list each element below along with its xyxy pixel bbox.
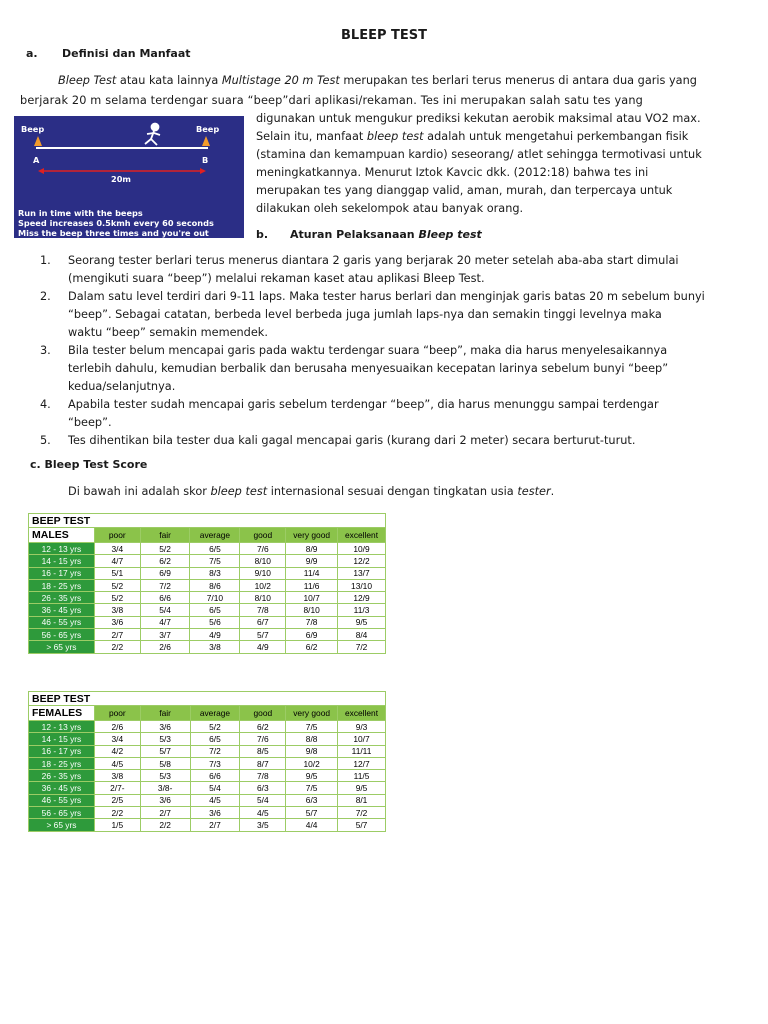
age-group-cell: 12 - 13 yrs (29, 721, 95, 733)
table-title: BEEP TEST (29, 514, 386, 528)
score-cell: 6/5 (190, 733, 240, 745)
score-cell: 8/10 (286, 604, 338, 616)
score-intro: Di bawah ini adalah skor bleep test internasional sesuai dengan tingkatan usia tester. (68, 485, 555, 498)
score-cell: 9/10 (240, 567, 286, 579)
score-cell: 9/5 (338, 616, 386, 628)
score-cell: 3/4 (94, 733, 140, 745)
score-cell: 10/2 (286, 757, 338, 769)
column-header: good (240, 528, 286, 543)
score-cell: 4/4 (286, 819, 338, 831)
list-item: 3. Bila tester belum mencapai garis pada waktu terdengar suara “beep”, maka dia harus menyelesaikannya terlebih dahulu, kemudian berbalik dan berusaha menyesuaikan kecepatan larinya sebelum bunyi “beep” kedua/selanjutnya. (40, 344, 669, 393)
figure-caption-2: Speed increases 0.5kmh every 60 seconds (18, 218, 214, 228)
table-subtitle: MALES (29, 528, 95, 543)
score-cell: 8/8 (286, 733, 338, 745)
score-cell: 4/9 (190, 629, 240, 641)
score-cell: 8/10 (240, 592, 286, 604)
age-group-cell: 14 - 15 yrs (29, 733, 95, 745)
score-cell: 3/6 (190, 807, 240, 819)
age-group-cell: 46 - 55 yrs (29, 794, 95, 806)
score-cell: 7/2 (338, 641, 386, 653)
table-row (29, 579, 386, 591)
score-cell: 3/6 (94, 616, 140, 628)
score-cell: 9/5 (338, 782, 386, 794)
age-group-cell: 16 - 17 yrs (29, 567, 95, 579)
intro-line-8: dilakukan oleh sekelompok atau banyak orang. (256, 202, 524, 215)
age-group-cell: 36 - 45 yrs (29, 782, 95, 794)
score-cell: 12/7 (338, 757, 386, 769)
score-cell: 8/5 (240, 745, 286, 757)
bleep-test-figure (14, 116, 244, 238)
age-group-cell: 18 - 25 yrs (29, 579, 95, 591)
score-cell: 3/4 (94, 543, 140, 555)
score-cell: 8/3 (190, 567, 240, 579)
table-row (29, 543, 386, 555)
table-row (29, 794, 386, 806)
score-cell: 7/5 (286, 782, 338, 794)
table-row (29, 567, 386, 579)
table-row (29, 629, 386, 641)
table-row (29, 721, 386, 733)
table-row (29, 745, 386, 757)
score-cell: 9/3 (338, 721, 386, 733)
cone-left-icon (34, 136, 42, 146)
arrow-left-icon (38, 168, 44, 174)
score-cell: 11/3 (338, 604, 386, 616)
score-cell: 4/7 (140, 616, 190, 628)
column-header: excellent (338, 528, 386, 543)
score-cell: 10/7 (338, 733, 386, 745)
score-cell: 6/9 (286, 629, 338, 641)
list-item: 1. Seorang tester berlari terus menerus diantara 2 garis yang berjarak 20 meter setelah aba-aba start dimulai (mengikuti suara “beep”) melalui rekaman kaset atau aplikasi Bleep Test. (40, 254, 679, 285)
score-cell: 6/6 (190, 770, 240, 782)
section-b-label: b. (256, 228, 269, 241)
table-row (29, 616, 386, 628)
list-item: 4. Apabila tester sudah mencapai garis sebelum terdengar “beep”, dia harus menunggu sampai terdengar “beep”. (40, 398, 659, 429)
intro-line-3: digunakan untuk mengukur prediksi kekutan aerobik maksimal atau VO2 max. (256, 112, 701, 125)
section-a-heading: Definisi dan Manfaat (62, 47, 191, 60)
score-cell: 3/6 (140, 721, 190, 733)
score-cell: 6/3 (286, 794, 338, 806)
intro-line-7: merupakan tes yang dianggap valid, aman, murah, dan terpercaya untuk (256, 184, 673, 197)
score-cell: 5/3 (140, 733, 190, 745)
age-group-cell: 56 - 65 yrs (29, 807, 95, 819)
score-cell: 3/8- (140, 782, 190, 794)
score-cell: 8/9 (286, 543, 338, 555)
score-cell: 4/5 (94, 757, 140, 769)
arrow-right-icon (200, 168, 206, 174)
score-cell: 4/5 (240, 807, 286, 819)
score-cell: 2/7 (190, 819, 240, 831)
score-cell: 5/2 (140, 543, 190, 555)
page-title: BLEEP TEST (341, 28, 427, 43)
table-row (29, 604, 386, 616)
score-cell: 7/8 (240, 770, 286, 782)
score-cell: 7/6 (240, 733, 286, 745)
table-row (29, 782, 386, 794)
table-row (29, 757, 386, 769)
column-header: very good (286, 528, 338, 543)
age-group-cell: 12 - 13 yrs (29, 543, 95, 555)
table-row (29, 807, 386, 819)
score-cell: 2/6 (94, 721, 140, 733)
beep-left-label: Beep (21, 124, 45, 134)
score-cell: 6/6 (140, 592, 190, 604)
score-cell: 13/10 (338, 579, 386, 591)
score-cell: 11/6 (286, 579, 338, 591)
score-cell: 6/7 (240, 616, 286, 628)
score-cell: 8/7 (240, 757, 286, 769)
score-cell: 5/6 (190, 616, 240, 628)
intro-line-4: Selain itu, manfaat bleep test adalah untuk mengetahui perkembangan fisik (256, 130, 689, 143)
score-cell: 3/8 (94, 604, 140, 616)
intro-line-2: berjarak 20 m selama terdengar suara “beep”dari aplikasi/rekaman. Tes ini merupakan salah satu tes yang (20, 94, 643, 107)
beep-right-label: Beep (196, 124, 220, 134)
score-cell: 4/9 (240, 641, 286, 653)
intro-line-1: Bleep Test atau kata lainnya Multistage 20 m Test merupakan tes berlari terus menerus di antara dua garis yang (58, 74, 697, 87)
score-cell: 6/5 (190, 543, 240, 555)
age-group-cell: 26 - 35 yrs (29, 770, 95, 782)
score-cell: 5/7 (338, 819, 386, 831)
score-cell: 2/7- (94, 782, 140, 794)
age-group-cell: > 65 yrs (29, 641, 95, 653)
figure-caption-3: Miss the beep three times and you're out (18, 228, 209, 238)
score-cell: 2/2 (94, 807, 140, 819)
score-cell: 5/7 (240, 629, 286, 641)
score-cell: 5/7 (286, 807, 338, 819)
score-cell: 11/11 (338, 745, 386, 757)
score-cell: 5/2 (190, 721, 240, 733)
score-cell: 2/2 (94, 641, 140, 653)
table-subtitle: FEMALES (29, 706, 95, 721)
score-cell: 10/7 (286, 592, 338, 604)
point-b-label: B (202, 155, 209, 165)
section-c-heading: c. Bleep Test Score (30, 458, 148, 471)
score-cell: 6/2 (240, 721, 286, 733)
table-row (29, 733, 386, 745)
score-cell: 5/4 (140, 604, 190, 616)
section-a-label: a. (26, 47, 38, 60)
score-cell: 8/6 (190, 579, 240, 591)
score-cell: 11/5 (338, 770, 386, 782)
table-row (29, 592, 386, 604)
score-cell: 7/6 (240, 543, 286, 555)
distance-label: 20m (111, 174, 131, 184)
score-cell: 7/2 (190, 745, 240, 757)
score-cell: 9/9 (286, 555, 338, 567)
list-item: 5. Tes dihentikan bila tester dua kali gagal mencapai garis (kurang dari 2 meter) secara berturut-turut. (40, 434, 636, 447)
age-group-cell: 26 - 35 yrs (29, 592, 95, 604)
score-cell: 7/8 (240, 604, 286, 616)
age-group-cell: 14 - 15 yrs (29, 555, 95, 567)
table-row (29, 770, 386, 782)
score-cell: 8/4 (338, 629, 386, 641)
score-cell: 2/2 (140, 819, 190, 831)
score-cell: 3/8 (94, 770, 140, 782)
section-b-heading: Aturan Pelaksanaan Bleep test (290, 228, 482, 241)
score-cell: 2/7 (94, 629, 140, 641)
score-cell: 6/9 (140, 567, 190, 579)
score-cell: 5/3 (140, 770, 190, 782)
score-cell: 7/8 (286, 616, 338, 628)
table-row (29, 641, 386, 653)
score-cell: 3/7 (140, 629, 190, 641)
column-header: fair (140, 706, 190, 721)
age-group-cell: > 65 yrs (29, 819, 95, 831)
rules-list (40, 252, 748, 450)
score-cell: 7/10 (190, 592, 240, 604)
score-cell: 3/8 (190, 641, 240, 653)
list-item: 2. Dalam satu level terdiri dari 9-11 laps. Maka tester harus berlari dan menginjak garis batas 20 m sebelum bunyi “beep”. Sebagai catatan, berbeda level berbeda juga jumlah laps-nya dan semakin tinggi levelnya maka waktu “beep” semakin memendek. (40, 290, 705, 339)
column-header: poor (94, 706, 140, 721)
score-cell: 6/3 (240, 782, 286, 794)
age-group-cell: 46 - 55 yrs (29, 616, 95, 628)
column-header: average (190, 528, 240, 543)
score-cell: 9/8 (286, 745, 338, 757)
score-cell: 2/5 (94, 794, 140, 806)
table-title: BEEP TEST (29, 692, 386, 706)
score-cell: 11/4 (286, 567, 338, 579)
females-score-table (28, 691, 386, 832)
score-cell: 12/9 (338, 592, 386, 604)
score-cell: 6/2 (140, 555, 190, 567)
age-group-cell: 18 - 25 yrs (29, 757, 95, 769)
score-cell: 3/6 (140, 794, 190, 806)
score-cell: 8/1 (338, 794, 386, 806)
score-cell: 3/5 (240, 819, 286, 831)
score-cell: 10/2 (240, 579, 286, 591)
column-header: very good (286, 706, 338, 721)
figure-caption-1: Run in time with the beeps (18, 208, 143, 218)
intro-line-6: meningkatkannya. Menurut Iztok Kavcic dkk. (2012:18) bahwa tes ini (256, 166, 649, 179)
score-cell: 5/2 (94, 592, 140, 604)
cone-right-icon (202, 136, 210, 146)
score-cell: 4/5 (190, 794, 240, 806)
score-cell: 8/10 (240, 555, 286, 567)
males-score-table (28, 513, 386, 654)
score-cell: 7/2 (338, 807, 386, 819)
column-header: good (240, 706, 286, 721)
column-header: fair (140, 528, 190, 543)
score-cell: 5/2 (94, 579, 140, 591)
score-cell: 5/4 (190, 782, 240, 794)
score-cell: 2/7 (140, 807, 190, 819)
score-cell: 7/5 (190, 555, 240, 567)
table-row (29, 555, 386, 567)
score-cell: 5/8 (140, 757, 190, 769)
score-cell: 12/2 (338, 555, 386, 567)
age-group-cell: 36 - 45 yrs (29, 604, 95, 616)
score-cell: 7/2 (140, 579, 190, 591)
score-cell: 2/6 (140, 641, 190, 653)
age-group-cell: 16 - 17 yrs (29, 745, 95, 757)
table-row (29, 819, 386, 831)
point-a-label: A (33, 155, 40, 165)
score-cell: 13/7 (338, 567, 386, 579)
score-cell: 1/5 (94, 819, 140, 831)
intro-line-5: (stamina dan kemampuan kardio) seseorang/ atlet sehingga termotivasi untuk (256, 148, 702, 161)
runner-icon (145, 124, 160, 146)
score-cell: 9/5 (286, 770, 338, 782)
score-cell: 4/2 (94, 745, 140, 757)
score-cell: 6/5 (190, 604, 240, 616)
score-cell: 10/9 (338, 543, 386, 555)
score-cell: 7/5 (286, 721, 338, 733)
column-header: average (190, 706, 240, 721)
score-cell: 5/4 (240, 794, 286, 806)
score-cell: 5/1 (94, 567, 140, 579)
score-cell: 6/2 (286, 641, 338, 653)
score-cell: 5/7 (140, 745, 190, 757)
age-group-cell: 56 - 65 yrs (29, 629, 95, 641)
column-header: excellent (338, 706, 386, 721)
score-cell: 4/7 (94, 555, 140, 567)
column-header: poor (94, 528, 140, 543)
score-cell: 7/3 (190, 757, 240, 769)
